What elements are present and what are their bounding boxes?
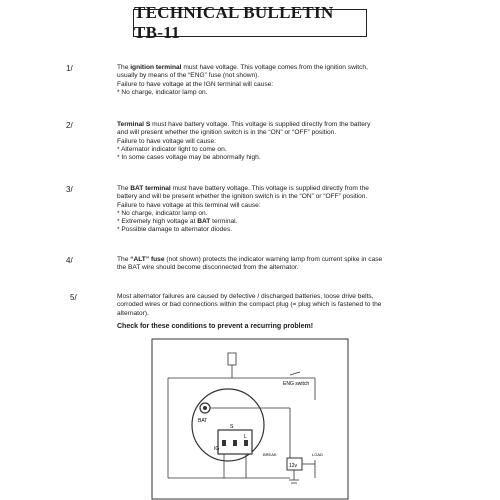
item-body: The ignition terminal must have voltage. This voltage comes from the ignition switch, usually by means of the “ENG” fuse (not shown). Failure to have voltage at the IGN terminal will cause: * No charge, indicator lamp on. xyxy=(117,64,368,96)
check-conditions-line: Check for these conditions to prevent a recurring problem! xyxy=(117,323,314,330)
item-number: 5/ xyxy=(70,293,77,302)
battery-label: 12v xyxy=(289,463,298,469)
bat-label: BAT xyxy=(198,418,208,424)
switch-icon xyxy=(290,372,300,375)
lamp-icon xyxy=(228,353,236,365)
bulletin-title: TECHNICAL BULLETIN TB-11 xyxy=(133,9,367,37)
right-wire-label: LOAD xyxy=(312,452,323,457)
s-label: S xyxy=(230,424,234,430)
item-body: Terminal S must have battery voltage. This voltage is supplied directly from the battery and will present whether the ignition switch is in the “ON” or “OFF” position. Failure to have voltage will cause: * Alternator indicator light to come on. * In some cases voltage may be abnormally high. xyxy=(117,121,371,162)
item-number: 2/ xyxy=(66,121,73,130)
left-wire-label: BREAK xyxy=(263,452,277,457)
item-number: 1/ xyxy=(66,64,73,73)
ig-label: IG xyxy=(214,446,220,452)
item-body: The BAT terminal must have battery voltage. This voltage is supplied directly from the battery and will be present whether the ignition switch is in the “ON” or “OFF” position. Failure to have voltage at this terminal will cause: * No charge, indicator lamp on. * Extremely high voltage at BAT terminal. * Possible damage to alternator diodes. xyxy=(117,185,369,234)
switch-label: ENG switch xyxy=(283,381,310,387)
item-number: 4/ xyxy=(66,256,73,265)
item-body: Most alternator failures are caused by defective / discharged batteries, loose drive belts, corroded wires or bad connections within the compact plug (= plug which is fastened to the alternator). xyxy=(117,293,382,317)
diagram-frame xyxy=(152,339,348,499)
item-number: 3/ xyxy=(66,185,73,194)
l-label: L xyxy=(244,434,247,440)
item-body: The “ALT” fuse (not shown) protects the indicator warning lamp from current spike in case the BAT wire should become disconnected from the alternator. xyxy=(117,256,383,272)
